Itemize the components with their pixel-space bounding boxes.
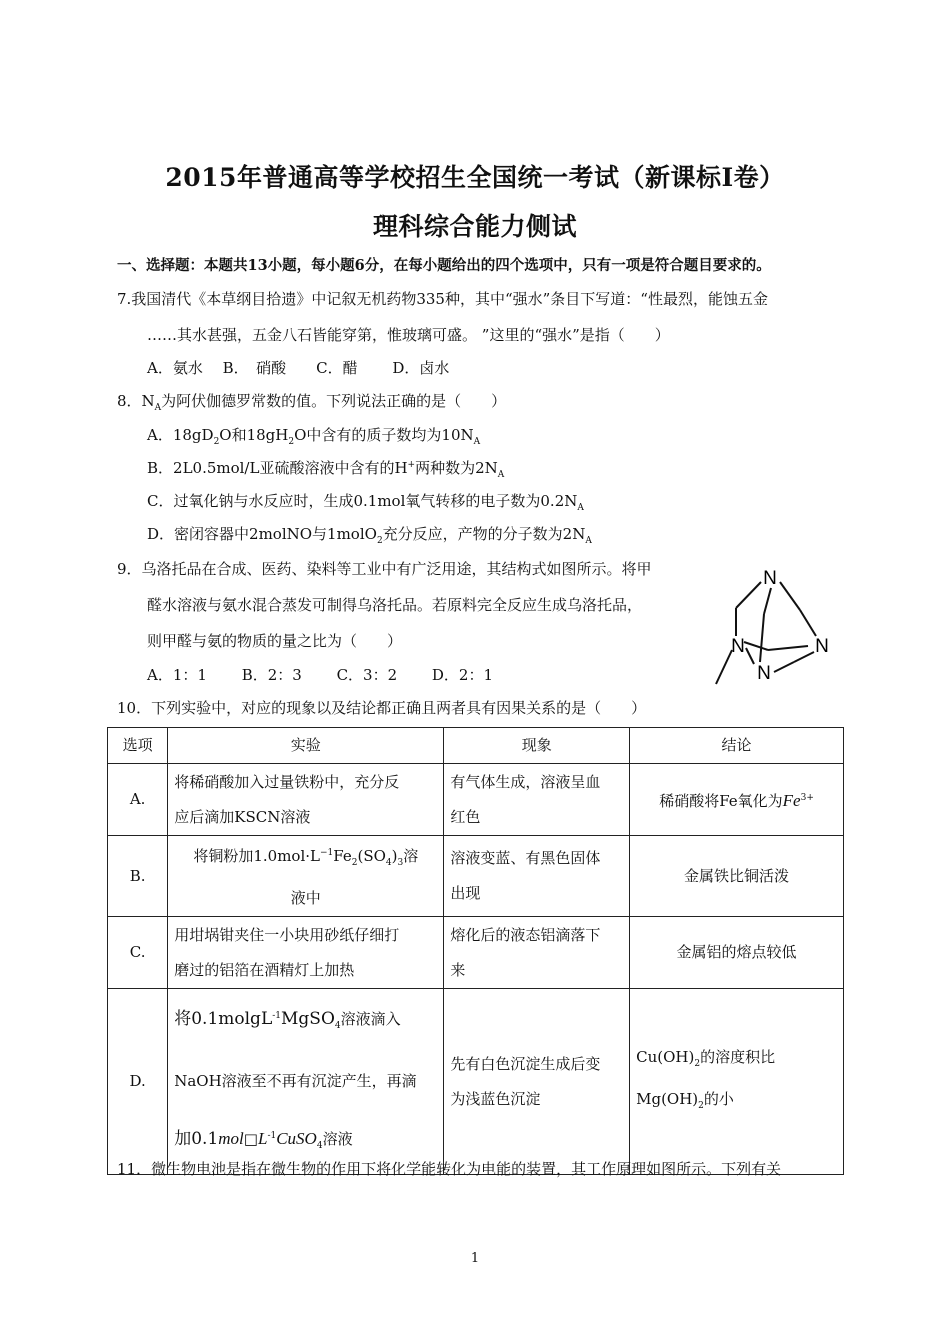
row-d-conc1b: 的溶度积比 xyxy=(700,1047,776,1066)
q9-line2: 醛水溶液与氨水混合蒸发可制得乌洛托品。若原料完全反应生成乌洛托品， xyxy=(147,596,643,614)
row-d-phenomenon xyxy=(444,989,630,1175)
row-b-obs-line2: 出现 xyxy=(450,884,481,902)
table-row xyxy=(108,917,844,989)
row-a-label: A. xyxy=(108,764,168,836)
q8-stem-post: 为阿伏伽德罗常数的值。下列说法正确的是（ ） xyxy=(161,392,507,410)
row-a-conc-sup: 3+ xyxy=(800,792,814,803)
row-d-experiment xyxy=(168,989,444,1175)
row-d-obs-line2: 为浅蓝色沉淀 xyxy=(450,1089,541,1108)
q8a-s3: A xyxy=(473,437,481,447)
header-conclusion: 结论 xyxy=(630,728,844,764)
row-a-conc-text: 稀硝酸将Fe氧化为 xyxy=(659,791,783,810)
row-d-conc2b: 的小 xyxy=(703,1089,734,1108)
q9-line3: 则甲醛与氨的物质的量之比为（ ） xyxy=(147,632,403,650)
row-d-conc-line1 xyxy=(636,1040,837,1082)
q8d-s2: A xyxy=(585,536,592,546)
row-d-exp3-L: L xyxy=(257,1129,268,1148)
row-d-exp3-sup: -1 xyxy=(267,1131,277,1141)
header-phenomenon: 现象 xyxy=(444,728,630,764)
table-row xyxy=(108,989,844,1175)
q8c-s: A xyxy=(577,503,584,513)
q8d-s1: 2 xyxy=(376,536,383,546)
row-c-exp-line2: 磨过的铝箔在酒精灯上加热 xyxy=(174,960,355,979)
row-b-exp-line2: 液中 xyxy=(290,889,321,907)
q8c-t1: C．过氧化钠与水反应时，生成0.1mol氧气转移的电子数为0.2N xyxy=(147,492,578,510)
row-a-exp-line2: 应后滴加KSCN溶液 xyxy=(174,807,311,826)
atom-n-left: N xyxy=(731,636,745,657)
row-d-conc2-sub: 2 xyxy=(698,1100,704,1111)
q8-stem-pre: 8．N xyxy=(117,392,155,410)
row-d-label: D. xyxy=(108,989,168,1175)
row-b-obs-line1: 溶液变蓝、有黑色固体 xyxy=(450,849,601,867)
exam-title: 2015年普通高等学校招生全国统一考试（新课标Ⅰ卷） xyxy=(165,163,785,192)
hexamine-structure-diagram xyxy=(708,562,848,694)
table-row xyxy=(108,836,844,917)
row-a-exp-line1: 将稀硝酸加入过量铁粉中，充分反 xyxy=(174,772,400,791)
q8b-t2: 两种数为2N xyxy=(415,459,498,477)
row-d-conc1-sub: 2 xyxy=(694,1058,701,1069)
row-a-obs-line2: 红色 xyxy=(450,807,481,826)
row-d-exp1c: 溶液滴入 xyxy=(340,1010,401,1028)
row-d-exp-line2: NaOH溶液至不再有沉淀产生，再滴 xyxy=(174,1072,417,1090)
q8-option-d xyxy=(147,523,592,546)
row-d-exp-line1 xyxy=(174,989,437,1054)
header-experiment: 实验 xyxy=(168,728,444,764)
q8b-t1: B．2L0.5mol/L亚硫酸溶液中含有的H xyxy=(147,459,408,477)
page-number: 1 xyxy=(470,1251,480,1266)
experiment-table xyxy=(107,727,844,1175)
row-d-exp3-cu: CuSO xyxy=(276,1129,317,1148)
row-b-conclusion: 金属铁比铜活泼 xyxy=(630,836,844,917)
q11-line1: 11．微生物电池是指在微生物的作用下将化学能转化为电能的装置，其工作原理如图所示。下列有关 xyxy=(117,1160,782,1178)
row-d-conclusion xyxy=(630,989,844,1175)
row-c-exp-line1: 用坩埚钳夹住一小块用砂纸仔细打 xyxy=(174,925,400,944)
atom-n-right: N xyxy=(815,636,829,657)
row-b-exp-s2: 4 xyxy=(385,858,392,868)
header-option: 选项 xyxy=(108,728,168,764)
row-a-experiment xyxy=(168,764,444,836)
q8-option-c xyxy=(147,490,584,513)
row-b-exp3: (SO xyxy=(357,847,386,865)
q8d-t1: D．密闭容器中2molNO与1molO xyxy=(147,525,377,543)
row-b-exp4: ) xyxy=(391,847,398,865)
row-a-phenomenon xyxy=(444,764,630,836)
row-b-experiment xyxy=(168,836,444,917)
row-d-exp3-mol: mol xyxy=(218,1129,244,1148)
row-c-obs-line2: 来 xyxy=(450,960,466,979)
row-b-exp2: Fe xyxy=(333,847,352,865)
q7-line1: 7.我国清代《本草纲目拾遗》中记叙无机药物335种，其中“强水”条目下写道：“性最烈，能蚀五金 xyxy=(117,290,768,308)
row-a-conc-ion: Fe xyxy=(782,790,801,810)
row-d-exp1a: 将0.1molgL xyxy=(174,1009,273,1029)
row-d-exp1-sub: 4 xyxy=(334,1021,341,1031)
atom-n-top: N xyxy=(763,568,777,589)
q8-option-a xyxy=(147,424,480,447)
q8b-sup: + xyxy=(407,460,416,470)
q8a-t3: O中含有的质子数均为10N xyxy=(294,426,474,444)
row-c-phenomenon xyxy=(444,917,630,989)
q8-stem xyxy=(117,390,506,413)
row-d-exp1-sup: -1 xyxy=(272,1011,282,1021)
row-c-conclusion: 金属铝的熔点较低 xyxy=(630,917,844,989)
q8-option-b xyxy=(147,457,504,480)
row-b-exp1: 将铜粉加1.0mol·L xyxy=(193,847,320,865)
exam-subtitle: 理科综合能力侧试 xyxy=(372,212,577,241)
section-heading: 一、选择题：本题共13小题，每小题6分，在每小题给出的四个选项中，只有一项是符合题目要求的。 xyxy=(117,257,771,274)
q8d-t2: 充分反应，产物的分子数为2N xyxy=(382,525,586,543)
q8-stem-sub: A xyxy=(154,403,162,413)
q8a-s1: 2 xyxy=(213,437,220,447)
row-a-obs-line1: 有气体生成，溶液呈血 xyxy=(450,772,601,791)
q7-line2: ……其水甚强，五金八石皆能穿第，惟玻璃可盛。 ”这里的“强水”是指（ ） xyxy=(147,326,670,344)
table-row xyxy=(108,764,844,836)
q9-line1: 9．乌洛托品在合成、医药、染料等工业中有广泛用途，其结构式如图所示。将甲 xyxy=(117,560,652,578)
atom-n-bottom: N xyxy=(757,663,771,684)
row-b-exp5: 溶 xyxy=(403,847,419,865)
row-b-exp-s1: 2 xyxy=(351,858,358,868)
row-d-conc-line2 xyxy=(636,1082,837,1124)
q10-stem: 10．下列实验中，对应的现象以及结论都正确且两者具有因果关系的是（ ） xyxy=(117,699,647,717)
row-c-label: C. xyxy=(108,917,168,989)
row-a-conclusion xyxy=(630,764,844,836)
row-d-conc1a: Cu(OH) xyxy=(636,1047,695,1066)
row-d-exp3-sub: 4 xyxy=(316,1141,323,1151)
row-d-exp3a: 加0.1 xyxy=(174,1129,219,1149)
table-header-row xyxy=(108,728,844,764)
row-d-exp3b: 溶液 xyxy=(322,1130,353,1148)
q9-options: A．1：1 B．2：3 C．3：2 D．2：1 xyxy=(147,666,494,684)
row-c-obs-line1: 熔化后的液态铝滴落下 xyxy=(450,925,601,944)
q8b-s: A xyxy=(497,470,505,480)
q8a-s2: 2 xyxy=(288,437,295,447)
row-d-exp3-box: □ xyxy=(243,1130,258,1148)
row-d-conc2a: Mg(OH) xyxy=(636,1089,699,1108)
row-d-exp1b: MgSO xyxy=(281,1009,335,1029)
q8a-t1: A．18gD xyxy=(147,426,214,444)
q7-options: A．氨水 B． 硝酸 C．醋 D．卤水 xyxy=(147,359,450,377)
q8a-t2: O和18gH xyxy=(219,426,289,444)
row-b-label: B. xyxy=(108,836,168,917)
row-c-experiment xyxy=(168,917,444,989)
row-d-obs-line1: 先有白色沉淀生成后变 xyxy=(450,1054,601,1073)
row-b-phenomenon xyxy=(444,836,630,917)
row-b-exp-s3: 3 xyxy=(397,858,404,868)
row-b-exp-sup: −1 xyxy=(319,848,334,858)
row-b-exp-line1 xyxy=(174,836,437,881)
